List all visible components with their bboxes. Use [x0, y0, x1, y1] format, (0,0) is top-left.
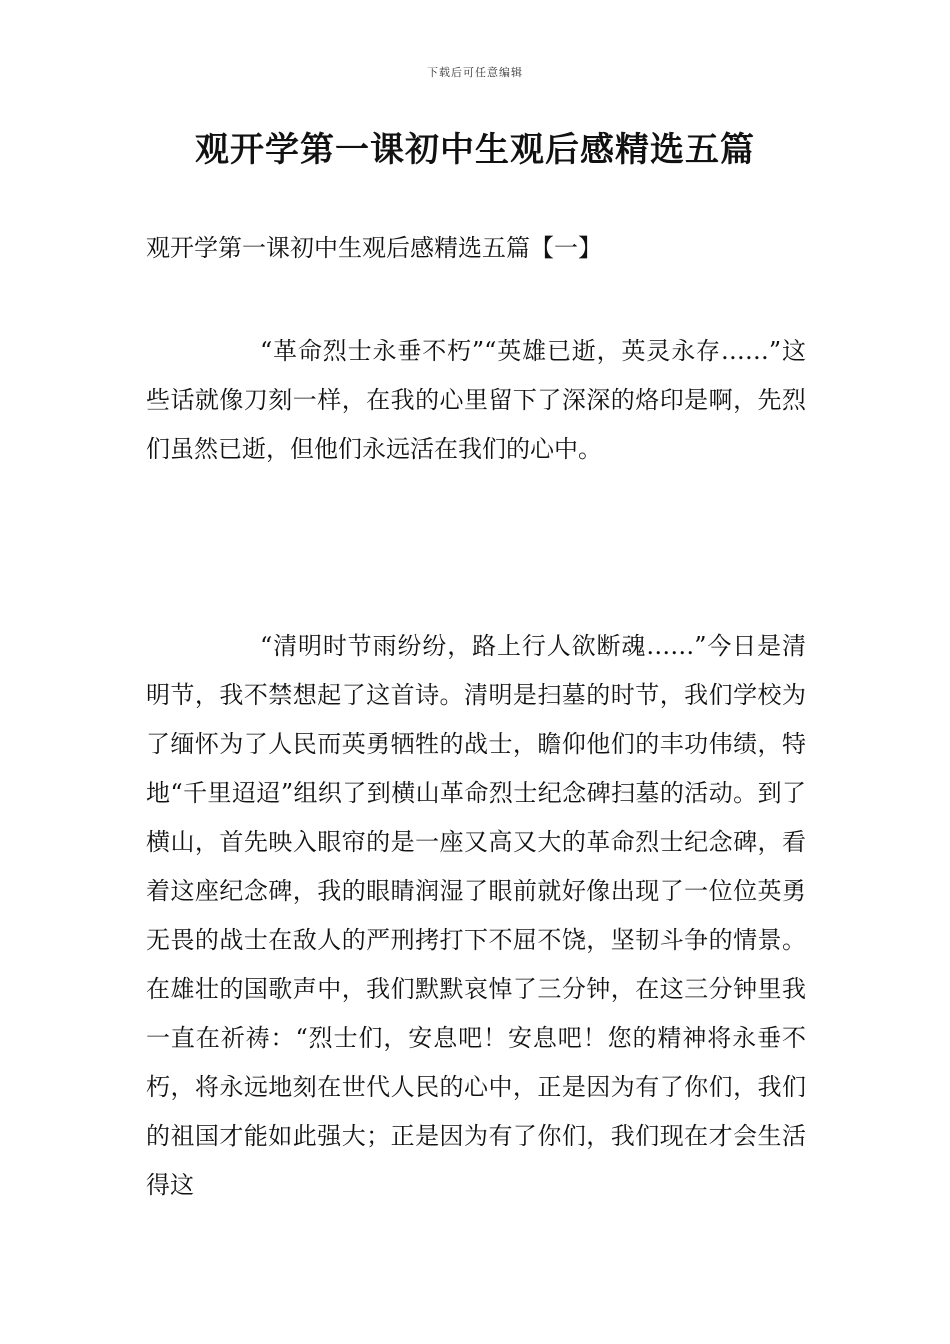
paragraph-1: “革命烈士永垂不朽”“英雄已逝，英灵永存……”这些话就像刀刻一样，在我的心里留下了深深的烙印是啊，先烈们虽然已逝，但他们永远活在我们的心中。 — [146, 337, 806, 463]
document-title: 观开学第一课初中生观后感精选五篇 — [195, 130, 755, 170]
section-heading: 观开学第一课初中生观后感精选五篇【一】 — [146, 234, 602, 262]
paragraph-2: “清明时节雨纷纷，路上行人欲断魂……”今日是清明节，我不禁想起了这首诗。清明是扫墓的时节，我们学校为了缅怀为了人民而英勇牺牲的战士，瞻仰他们的丰功伟绩，特地“千里迢迢”组织了到横山革命烈士纪念碑扫墓的活动。到了横山，首先映入眼帘的是一座又高又大的革命烈士纪念碑，看着这座纪念碑，我的眼睛润湿了眼前就好像出现了一位位英勇无畏的战士在敌人的严刑拷打下不屈不饶，坚韧斗争的情景。在雄壮的国歌声中，我们默默哀悼了三分钟，在这三分钟里我一直在祈祷：“烈士们，安息吧！安息吧！您的精神将永垂不朽，将永远地刻在世代人民的心中，正是因为有了你们，我们的祖国才能如此强大；正是因为有了你们，我们现在才会生活得这 — [146, 632, 806, 1199]
header-note: 下载后可任意编辑 — [427, 66, 523, 79]
